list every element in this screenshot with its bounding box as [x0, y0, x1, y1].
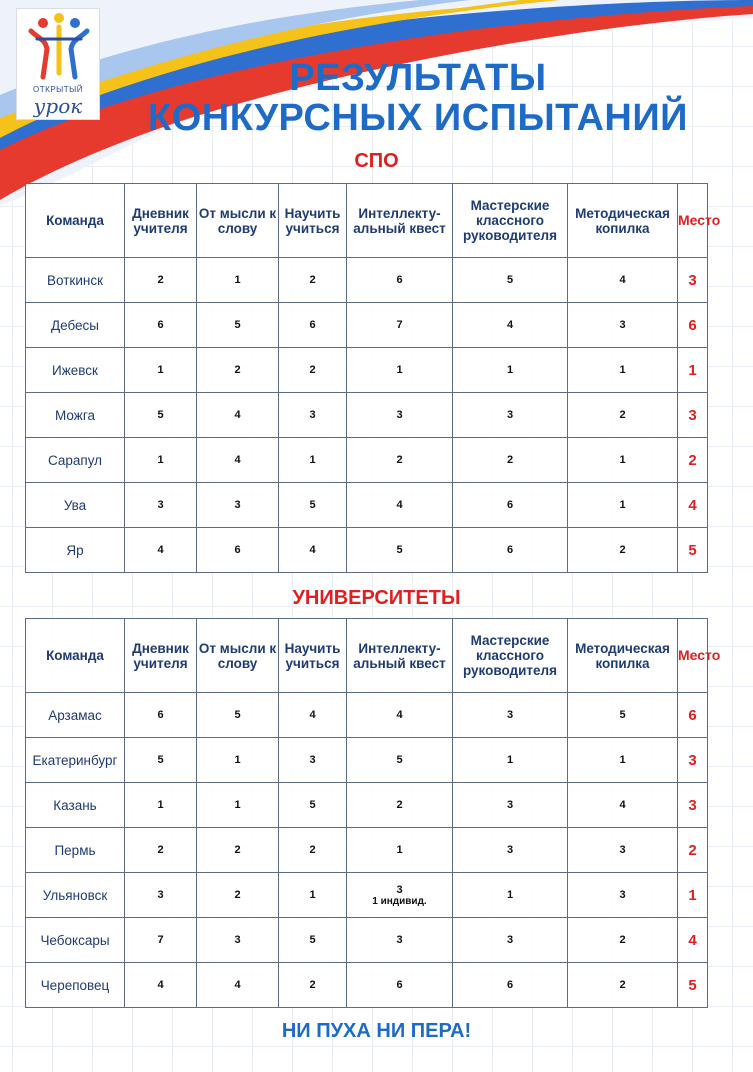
cell-value: 3 — [688, 796, 697, 814]
table-header-row — [26, 619, 708, 693]
place-cell — [678, 918, 708, 963]
cell-value: 4 — [688, 496, 697, 514]
thought-score-cell — [197, 258, 279, 303]
cell-value: 4 — [157, 544, 164, 556]
learn-score-cell — [279, 528, 347, 573]
methodical-score-cell — [568, 438, 678, 483]
team-cell — [26, 438, 125, 483]
cell-value: 3 — [157, 499, 164, 511]
table-row — [26, 783, 708, 828]
diary-score-cell — [125, 393, 197, 438]
cell-value: 1 — [157, 454, 164, 466]
column-header-methodical: Методическая копилка — [568, 619, 678, 693]
thought-score-cell — [197, 693, 279, 738]
table-row — [26, 873, 708, 918]
quest-score-cell — [347, 738, 453, 783]
team-cell — [26, 828, 125, 873]
table-row — [26, 438, 708, 483]
cell-value: 2 — [688, 841, 697, 859]
cell-value: 6 — [688, 316, 697, 334]
cell-value: 2 — [309, 274, 316, 286]
workshops-score-cell — [453, 963, 568, 1008]
cell-value: Дебесы — [50, 317, 100, 333]
place-cell — [678, 258, 708, 303]
learn-score-cell — [279, 438, 347, 483]
team-cell — [26, 693, 125, 738]
spo-section-title: СПО — [354, 150, 399, 172]
logo-text-bottom: урок — [33, 94, 83, 118]
diary-score-cell — [125, 438, 197, 483]
cell-value: Екатеринбург — [32, 752, 118, 768]
cell-value: Арзамас — [48, 707, 102, 723]
individual-note: 1 индивид. — [372, 895, 427, 907]
diary-score-cell — [125, 873, 197, 918]
workshops-score-cell — [453, 783, 568, 828]
learn-score-cell — [279, 873, 347, 918]
place-cell — [678, 873, 708, 918]
team-cell — [26, 783, 125, 828]
column-header-team: Команда — [26, 619, 125, 693]
cell-value: 4 — [309, 709, 316, 721]
cell-value: Ижевск — [52, 362, 98, 378]
cell-value: 3 — [506, 799, 514, 811]
page-title — [118, 58, 718, 138]
cell-value: 3 — [309, 409, 316, 421]
diary-score-cell — [125, 258, 197, 303]
cell-value: 3 — [309, 754, 316, 766]
cell-value: 3 — [688, 271, 697, 289]
cell-value: 1 — [234, 799, 241, 811]
workshops-score-cell — [453, 258, 568, 303]
cell-value: 3 — [688, 751, 697, 769]
cell-value: 3 — [506, 709, 514, 721]
methodical-score-cell — [568, 783, 678, 828]
cell-value: 2 — [396, 454, 403, 466]
team-cell — [26, 738, 125, 783]
column-header-team: Команда — [26, 184, 125, 258]
cell-value: Казань — [53, 797, 97, 813]
place-cell — [678, 963, 708, 1008]
cell-value: 5 — [234, 709, 241, 721]
diary-score-cell — [125, 828, 197, 873]
cell-value: 2 — [506, 454, 514, 466]
cell-value: 1 — [309, 454, 316, 466]
logo-text-top: ОТКРЫТЫЙ — [33, 85, 83, 94]
workshops-score-cell — [453, 303, 568, 348]
cell-value: 6 — [157, 709, 164, 721]
cell-value: 4 — [506, 319, 514, 331]
workshops-score-cell — [453, 738, 568, 783]
cell-value: 2 — [157, 844, 164, 856]
team-cell — [26, 873, 125, 918]
learn-score-cell — [279, 828, 347, 873]
cell-value: 5 — [688, 541, 697, 559]
cell-value: 4 — [396, 499, 403, 511]
team-cell — [26, 393, 125, 438]
page-title-line-1: РЕЗУЛЬТАТЫ — [289, 57, 547, 99]
table-row — [26, 393, 708, 438]
cell-value: 3 — [234, 934, 241, 946]
team-cell — [26, 528, 125, 573]
quest-score-cell — [347, 258, 453, 303]
cell-value: 5 — [396, 754, 403, 766]
workshops-score-cell — [453, 918, 568, 963]
workshops-score-cell — [453, 828, 568, 873]
cell-value: 2 — [234, 364, 241, 376]
methodical-score-cell — [568, 828, 678, 873]
table-row — [26, 528, 708, 573]
table-row — [26, 918, 708, 963]
diary-score-cell — [125, 738, 197, 783]
place-cell — [678, 303, 708, 348]
place-cell — [678, 483, 708, 528]
footer-slogan: НИ ПУХА НИ ПЕРА! — [281, 1020, 472, 1042]
learn-score-cell — [279, 303, 347, 348]
cell-value: 7 — [396, 319, 403, 331]
column-header-thought: От мысли к слову — [197, 619, 279, 693]
cell-value: 5 — [309, 499, 316, 511]
cell-value: 6 — [506, 499, 514, 511]
quest-score-cell — [347, 693, 453, 738]
team-cell — [26, 303, 125, 348]
cell-value: 4 — [396, 709, 403, 721]
quest-score-cell — [347, 783, 453, 828]
thought-score-cell — [197, 963, 279, 1008]
thought-score-cell — [197, 348, 279, 393]
workshops-score-cell — [453, 873, 568, 918]
diary-score-cell — [125, 783, 197, 828]
cell-value: 5 — [688, 976, 697, 994]
place-cell — [678, 348, 708, 393]
column-header-workshops: Мастерские классного руководителя — [453, 619, 568, 693]
cell-value: 1 — [506, 889, 514, 901]
table-header-row — [26, 184, 708, 258]
table-row — [26, 483, 708, 528]
cell-value: 2 — [309, 979, 316, 991]
cell-value: Череповец — [40, 977, 110, 993]
cell-value: 3 — [506, 934, 514, 946]
methodical-score-cell — [568, 873, 678, 918]
methodical-score-cell — [568, 348, 678, 393]
page-title-line-2: КОНКУРСНЫХ ИСПЫТАНИЙ — [148, 97, 688, 139]
place-cell — [678, 783, 708, 828]
place-cell — [678, 693, 708, 738]
cell-value: 3 — [234, 499, 241, 511]
diary-score-cell — [125, 348, 197, 393]
quest-score-cell — [347, 873, 453, 918]
team-cell — [26, 918, 125, 963]
workshops-score-cell — [453, 393, 568, 438]
cell-value: 1 — [309, 889, 316, 901]
cell-value: 2 — [619, 979, 626, 991]
cell-value: 6 — [309, 319, 316, 331]
cell-value: 1 — [506, 364, 514, 376]
cell-value: 6 — [396, 979, 403, 991]
workshops-score-cell — [453, 438, 568, 483]
team-cell — [26, 258, 125, 303]
learn-score-cell — [279, 693, 347, 738]
place-cell — [678, 828, 708, 873]
universities-results-table — [25, 618, 721, 1008]
workshops-score-cell — [453, 348, 568, 393]
cell-value: 3 — [619, 889, 626, 901]
cell-value: 1 — [688, 361, 697, 379]
thought-score-cell — [197, 918, 279, 963]
cell-value: 5 — [396, 544, 403, 556]
thought-score-cell — [197, 438, 279, 483]
learn-score-cell — [279, 783, 347, 828]
cell-value: Чебоксары — [40, 932, 110, 948]
diary-score-cell — [125, 303, 197, 348]
thought-score-cell — [197, 873, 279, 918]
methodical-score-cell — [568, 963, 678, 1008]
cell-value: 2 — [619, 544, 626, 556]
cell-value: 1 — [157, 364, 164, 376]
cell-value: Пермь — [54, 842, 96, 858]
cell-value: 6 — [506, 544, 514, 556]
thought-score-cell — [197, 738, 279, 783]
cell-value: 5 — [234, 319, 241, 331]
cell-value: 6 — [396, 274, 403, 286]
cell-value: 1 — [506, 754, 514, 766]
cell-value: 3 — [619, 844, 626, 856]
thought-score-cell — [197, 828, 279, 873]
cell-value: 5 — [157, 409, 164, 421]
quest-score-cell — [347, 828, 453, 873]
cell-value: 3 — [157, 889, 164, 901]
cell-value: 4 — [619, 799, 626, 811]
methodical-score-cell — [568, 303, 678, 348]
cell-value: Можга — [55, 407, 95, 423]
learn-score-cell — [279, 963, 347, 1008]
team-cell — [26, 963, 125, 1008]
diary-score-cell — [125, 693, 197, 738]
cell-value: 6 — [688, 706, 697, 724]
thought-score-cell — [197, 528, 279, 573]
column-header-methodical: Методическая копилка — [568, 184, 678, 258]
quest-score-cell — [347, 963, 453, 1008]
learn-score-cell — [279, 348, 347, 393]
table-row — [26, 303, 708, 348]
cell-value: 3 — [396, 883, 403, 896]
cell-value: 3 — [619, 319, 626, 331]
cell-value: 4 — [619, 274, 626, 286]
learn-score-cell — [279, 738, 347, 783]
quest-score-cell — [347, 918, 453, 963]
table-row — [26, 963, 708, 1008]
workshops-score-cell — [453, 483, 568, 528]
cell-value: 2 — [619, 409, 626, 421]
learn-score-cell — [279, 393, 347, 438]
cell-value: 4 — [234, 409, 241, 421]
cell-value: 3 — [688, 406, 697, 424]
cell-value: 3 — [396, 934, 403, 946]
table-row — [26, 693, 708, 738]
cell-value: 1 — [234, 754, 241, 766]
column-header-diary: Дневник учителя — [125, 184, 197, 258]
team-cell — [26, 483, 125, 528]
cell-value: 1 — [619, 499, 626, 511]
cell-value: 4 — [688, 931, 697, 949]
learn-score-cell — [279, 918, 347, 963]
cell-value: Ульяновск — [42, 887, 108, 903]
methodical-score-cell — [568, 738, 678, 783]
diary-score-cell — [125, 963, 197, 1008]
cell-value: Ува — [63, 497, 87, 513]
cell-value: 5 — [157, 754, 164, 766]
cell-value: 2 — [309, 844, 316, 856]
quest-score-cell — [347, 303, 453, 348]
cell-value: 1 — [619, 754, 626, 766]
cell-value: 1 — [396, 844, 403, 856]
cell-value: Воткинск — [47, 272, 103, 288]
logo-figures-icon — [17, 9, 101, 85]
cell-value: 2 — [619, 934, 626, 946]
cell-value: 6 — [157, 319, 164, 331]
cell-value: 1 — [619, 454, 626, 466]
quest-score-cell — [347, 528, 453, 573]
table-row — [26, 828, 708, 873]
workshops-score-cell — [453, 693, 568, 738]
cell-value: 4 — [157, 979, 164, 991]
cell-value: 3 — [506, 409, 514, 421]
cell-value: 4 — [234, 979, 241, 991]
cell-value: 2 — [157, 274, 164, 286]
spo-results-table — [25, 183, 721, 573]
cell-value: 2 — [688, 451, 697, 469]
cell-value: 1 — [234, 274, 241, 286]
cell-value: 5 — [506, 274, 514, 286]
thought-score-cell — [197, 783, 279, 828]
cell-value: 6 — [506, 979, 514, 991]
cell-value: 1 — [619, 364, 626, 376]
universities-section-title: УНИВЕРСИТЕТЫ — [292, 587, 461, 609]
methodical-score-cell — [568, 483, 678, 528]
table-row — [26, 258, 708, 303]
learn-score-cell — [279, 258, 347, 303]
thought-score-cell — [197, 303, 279, 348]
column-header-quest: Интеллекту-альный квест — [347, 619, 453, 693]
learn-score-cell — [279, 483, 347, 528]
quest-score-cell — [347, 348, 453, 393]
place-cell — [678, 738, 708, 783]
cell-value: 3 — [396, 409, 403, 421]
cell-value: 6 — [234, 544, 241, 556]
column-header-thought: От мысли к слову — [197, 184, 279, 258]
workshops-score-cell — [453, 528, 568, 573]
cell-value: 1 — [396, 364, 403, 376]
cell-value: 2 — [396, 799, 403, 811]
column-header-quest: Интеллекту-альный квест — [347, 184, 453, 258]
cell-value: 5 — [309, 799, 316, 811]
cell-value: 2 — [234, 889, 241, 901]
column-header-place: Место — [678, 184, 708, 258]
diary-score-cell — [125, 918, 197, 963]
table-row — [26, 738, 708, 783]
cell-value: Яр — [66, 542, 84, 558]
cell-value: 1 — [157, 799, 164, 811]
cell-value: 5 — [309, 934, 316, 946]
thought-score-cell — [197, 483, 279, 528]
team-cell — [26, 348, 125, 393]
cell-value: 2 — [309, 364, 316, 376]
cell-value: Сарапул — [47, 452, 103, 468]
quest-score-cell — [347, 483, 453, 528]
column-header-workshops: Мастерские классного руководителя — [453, 184, 568, 258]
table-row — [26, 348, 708, 393]
thought-score-cell — [197, 393, 279, 438]
cell-value: 3 — [506, 844, 514, 856]
cell-value: 1 — [688, 886, 697, 904]
methodical-score-cell — [568, 393, 678, 438]
diary-score-cell — [125, 528, 197, 573]
methodical-score-cell — [568, 528, 678, 573]
place-cell — [678, 528, 708, 573]
diary-score-cell — [125, 483, 197, 528]
cell-value: 2 — [234, 844, 241, 856]
cell-value: 7 — [157, 934, 164, 946]
quest-score-cell — [347, 438, 453, 483]
logo — [16, 8, 100, 120]
column-header-diary: Дневник учителя — [125, 619, 197, 693]
place-cell — [678, 393, 708, 438]
quest-score-cell — [347, 393, 453, 438]
methodical-score-cell — [568, 918, 678, 963]
column-header-place: Место — [678, 619, 708, 693]
cell-value: 5 — [619, 709, 626, 721]
column-header-learn: Научить учиться — [279, 619, 347, 693]
methodical-score-cell — [568, 258, 678, 303]
cell-value: 4 — [234, 454, 241, 466]
column-header-learn: Научить учиться — [279, 184, 347, 258]
place-cell — [678, 438, 708, 483]
methodical-score-cell — [568, 693, 678, 738]
cell-value: 4 — [309, 544, 316, 556]
